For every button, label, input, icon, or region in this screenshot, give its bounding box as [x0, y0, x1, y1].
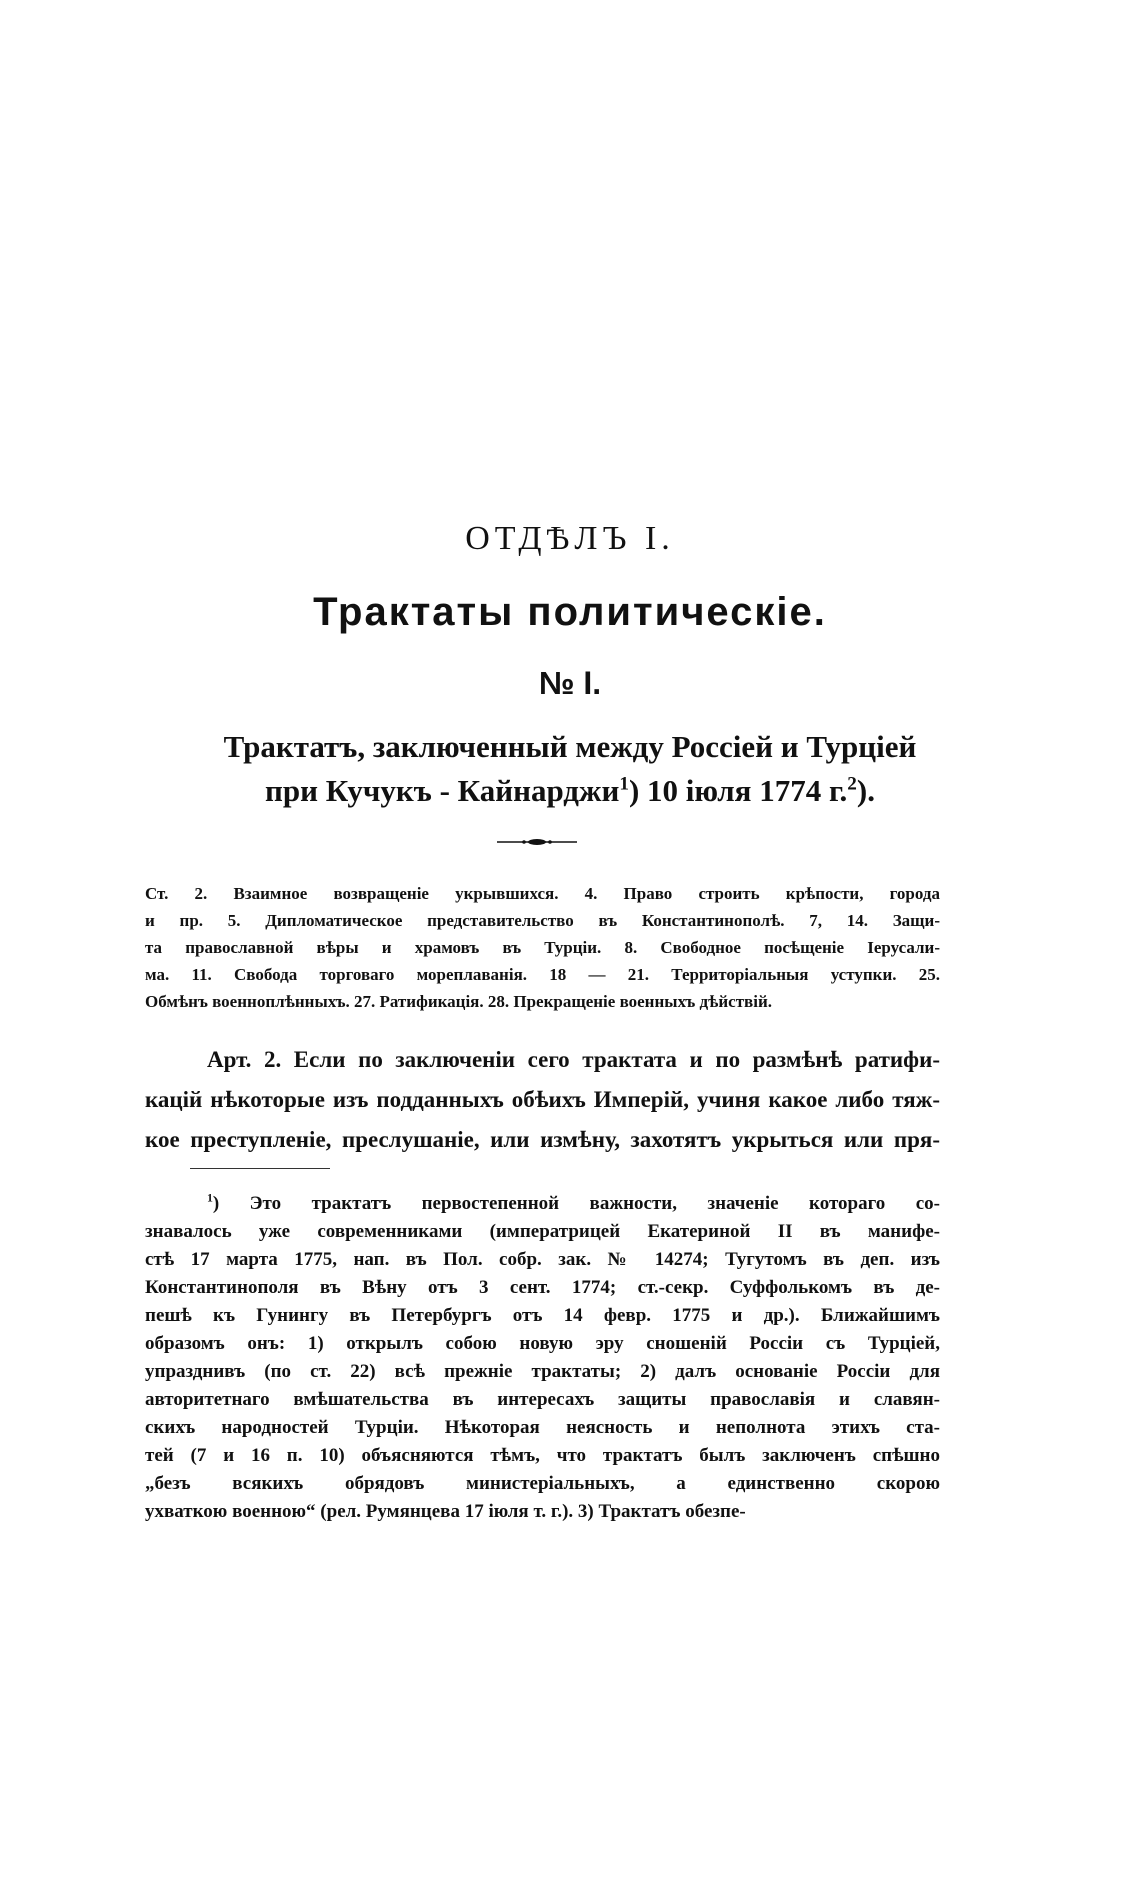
treaty-title-line-1: Трактатъ, заключенный между Россіей и Турціей: [223, 729, 917, 764]
footnote-line: пешѣ къ Гунингу въ Петербургъ отъ 14 февр. 1775 и др.). Ближайшимъ: [145, 1305, 940, 1326]
ornament-divider-icon: [497, 838, 577, 846]
article-2-text: [145, 1040, 940, 1160]
section-title: Трактаты политическіе.: [313, 590, 827, 634]
section-heading: ОТДѢЛЪ I.: [465, 520, 675, 557]
footnote-1: [145, 1190, 940, 1526]
footnote-line: тей (7 и 16 п. 10) объясняются тѣмъ, что трактатъ былъ заключенъ спѣшно: [145, 1445, 940, 1466]
footnote-line: „безъ всякихъ обрядовъ министеріальныхъ, а единственно скорою: [145, 1473, 940, 1494]
footnote-reference-2: 2: [847, 773, 857, 795]
footnote-separator: [190, 1168, 330, 1169]
summary-line: ма. 11. Свобода торговаго мореплаванія. 18 — 21. Территоріальныя уступки. 25.: [145, 965, 940, 984]
footnote-line: знавалось уже современниками (императрицей Екатериной II въ манифе-: [145, 1221, 940, 1242]
summary-line: Ст. 2. Взаимное возвращеніе укрывшихся. 4. Право строить крѣпости, города: [145, 884, 940, 903]
footnote-line: ухваткою военною“ (рел. Румянцева 17 іюля т. г.). 3) Трактатъ обезпе-: [145, 1501, 746, 1522]
treaty-date: ) 10 іюля 1774 г.: [628, 773, 848, 808]
summary-line: Обмѣнъ военноплѣнныхъ. 27. Ратификація. 28. Прекращеніе военныхъ дѣйствій.: [145, 992, 772, 1011]
summary-line: и пр. 5. Дипломатическое представительство въ Константинополѣ. 7, 14. Защи-: [145, 911, 940, 930]
article-summary: [145, 880, 940, 1015]
footnote-first-line-text: ) Это трактатъ первостепенной важности, значеніе котораго со-: [212, 1193, 940, 1214]
body-line: Арт. 2. Если по заключеніи сего трактата и по размѣнѣ ратифи-: [207, 1047, 940, 1072]
footnote-marker: 1: [207, 1191, 213, 1205]
summary-line: та православной вѣры и храмовъ въ Турціи. 8. Свободное посѣщеніе Іерусали-: [145, 938, 940, 957]
footnote-line: стѣ 17 марта 1775, нап. въ Пол. собр. зак. № 14274; Тугутомъ въ деп. изъ: [145, 1249, 940, 1270]
document-number: № I.: [538, 665, 602, 701]
footnote-line: Константинополя въ Вѣну отъ 3 сент. 1774; ст.-секр. Суффолькомъ въ де-: [145, 1277, 940, 1298]
footnote-line: авторитетнаго вмѣшательства въ интересахъ защиты православія и славян-: [145, 1389, 940, 1410]
footnote-line: упразднивъ (по ст. 22) всѣ прежніе трактаты; 2) далъ основаніе Россіи для: [145, 1361, 940, 1382]
footnote-line: [145, 1190, 940, 1218]
footnote-reference-1: 1: [619, 773, 629, 795]
treaty-title-end: ).: [856, 773, 875, 808]
body-line: кацій нѣкоторые изъ подданныхъ обѣихъ Имперій, учиня какое либо тяж-: [145, 1087, 940, 1112]
treaty-title-line-2: [0, 769, 1140, 813]
treaty-title-line-2-text: при Кучукъ - Кайнарджи: [265, 773, 620, 808]
body-line: кое преступленіе, преслушаніе, или измѣну, захотятъ укрыться или пря-: [145, 1127, 940, 1152]
treaty-title: [0, 725, 1140, 813]
footnote-line: скихъ народностей Турціи. Нѣкоторая неясность и неполнота этихъ ста-: [145, 1417, 940, 1438]
footnote-line: образомъ онъ: 1) открылъ собою новую эру сношеній Россіи съ Турціей,: [145, 1333, 940, 1354]
